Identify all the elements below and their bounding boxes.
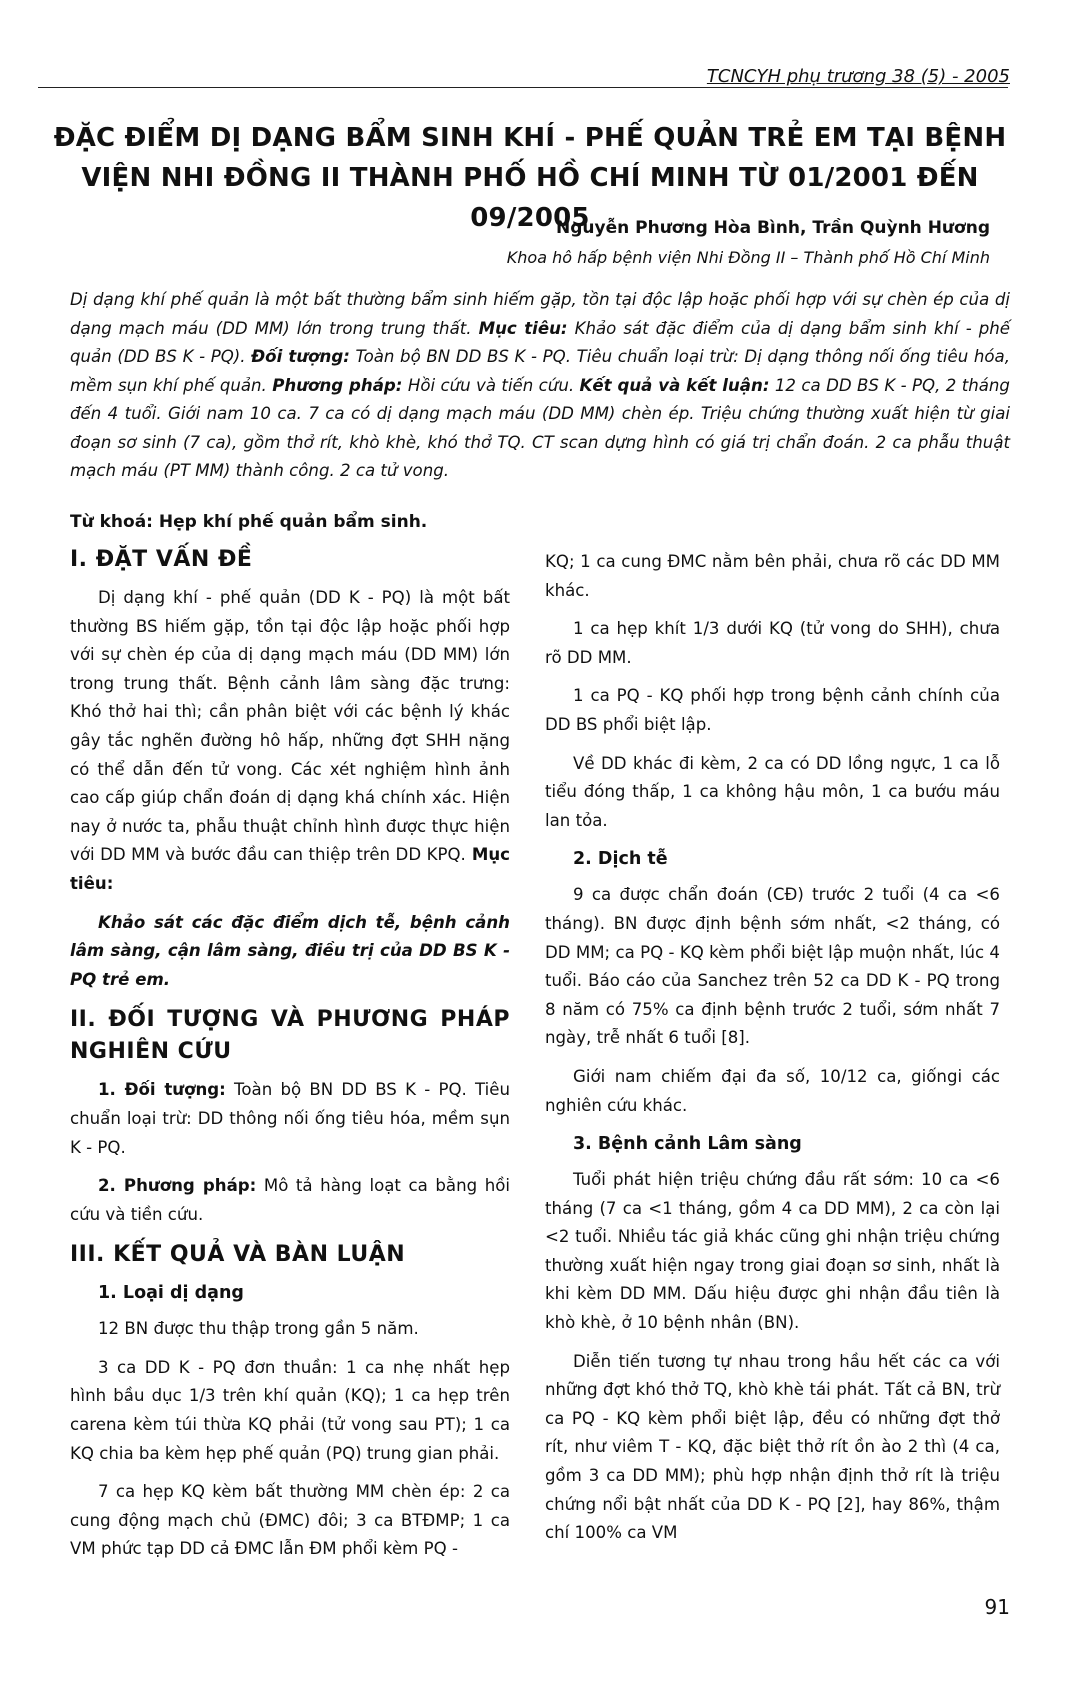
right-paragraph-3: 1 ca PQ - KQ phối hợp trong bệnh cảnh chính của DD BS phổi biệt lập. <box>545 686 1000 734</box>
subheading-types: 1. Loại dị dạng <box>98 1283 244 1304</box>
abstract-result-label: Kết quả và kết luận: <box>579 375 770 395</box>
clinical-paragraph-2: Diễn tiến tương tự nhau trong hầu hết các ca với những đợt khó thở TQ, khò khè tái phát. Tất cả BN, trừ ca PQ - KQ kèm phổi biệt lập, đều có những đợt thở rít, như viêm T - KQ, đặc biệt thở rít ồn ào 2 thì (4 ca, gồm 3 ca DD MM); phù hợp nhận định thở rít là triệu chứng nổi bật nhất của DD K - PQ [2], hay 86%, thậm chí 100% ca VM <box>545 1351 1000 1543</box>
title-line-1: ĐẶC ĐIỂM DỊ DẠNG BẨM SINH KHÍ - PHẾ QUẢN TRẺ EM TẠI BỆNH <box>53 123 1007 153</box>
section-heading-intro: I. ĐẶT VẤN ĐỀ <box>70 547 253 572</box>
section-heading-methods: II. ĐỐI TƯỢNG VÀ PHƯƠNG PHÁP NGHIÊN CỨU <box>70 1007 510 1065</box>
types-paragraph-1: 12 BN được thu thập trong gần 5 năm. <box>98 1319 419 1339</box>
method-label: 2. Phương pháp: <box>98 1176 257 1196</box>
left-column <box>70 540 510 1574</box>
journal-reference: TCNCYH phụ trương 38 (5) - 2005 <box>706 66 1010 87</box>
clinical-paragraph-1: Tuổi phát hiện triệu chứng đầu rất sớm: 10 ca <6 tháng (7 ca <1 tháng, gồm 4 ca DD MM), 2 ca còn lại <2 tuổi. Nhiều tác giả khác cũng ghi nhận triệu chứng thường xuất hiện ngay trong giai đoạn sơ sinh, nhất là khi kèm DD MM. Dấu hiệu được ghi nhận đầu tiên là khò khè, ở 10 bệnh nhân (BN). <box>545 1170 1000 1333</box>
abstract <box>70 286 1010 486</box>
right-column <box>545 548 1000 1558</box>
subheading-epidemiology: 2. Dịch tễ <box>573 849 668 870</box>
keywords: Từ khoá: Hẹp khí phế quản bẩm sinh. <box>70 512 428 532</box>
abstract-intro: Dị dạng khí phế quản là một bất thường bẩm sinh hiếm gặp, tồn tại độc lập hoặc phối hợp với sự chèn ép của dị dạng mạch máu (DD MM) lớn trong trung thất. <box>70 290 1010 338</box>
subheading-clinical: 3. Bệnh cảnh Lâm sàng <box>573 1134 802 1155</box>
page-number: 91 <box>984 1595 1010 1619</box>
abstract-objective-text: Khảo sát đặc điểm của dị dạng bẩm sinh khí - phế quản (DD BS K - PQ). <box>70 318 1011 366</box>
abstract-method-text: Hồi cứu và tiến cứu. <box>402 375 575 395</box>
title-line-2: VIỆN NHI ĐỒNG II THÀNH PHỐ HỒ CHÍ MINH TỪ 01/2001 ĐẾN 09/2005 <box>81 163 979 233</box>
intro-goal-label: Mục tiêu: <box>70 845 510 893</box>
types-paragraph-3: 7 ca hẹp KQ kèm bất thường MM chèn ép: 2 ca cung động mạch chủ (ĐMC) đôi; 3 ca BTĐMP; 1 ca VM phức tạp DD cả ĐMC lẫn ĐM phổi kèm PQ - <box>70 1482 510 1559</box>
abstract-result-text: 12 ca DD BS K - PQ, 2 tháng đến 4 tuổi. Giới nam 10 ca. 7 ca có dị dạng mạch máu (DD MM) chèn ép. Triệu chứng thường xuất hiện từ giai đoạn sơ sinh (7 ca), gồm thở rít, khò khè, khó thở TQ. CT scan dựng hình có giá trị chẩn đoán. 2 ca phẫu thuật mạch máu (PT MM) thành công. 2 ca tử vong. <box>70 375 1010 480</box>
subjects-text: Toàn bộ BN DD BS K - PQ. Tiêu chuẩn loại trừ: DD thông nối ống tiêu hóa, mềm sụn K - PQ. <box>70 1080 510 1157</box>
subjects-paragraph <box>70 1076 510 1162</box>
abstract-objective-label: Mục tiêu: <box>478 318 568 338</box>
types-paragraph-2: 3 ca DD K - PQ đơn thuần: 1 ca nhẹ nhất hẹp hình bầu dục 1/3 trên khí quản (KQ); 1 ca hẹp trên carena kèm túi thừa KQ phải (tử vong sau PT); 1 ca KQ chia ba kèm hẹp phế quản (PQ) trung gian phải. <box>70 1357 510 1463</box>
epi-paragraph-1: 9 ca được chẩn đoán (CĐ) trước 2 tuổi (4 ca <6 tháng). BN được định bệnh sớm nhất, <2 tháng, có DD MM; ca PQ - KQ kèm phổi biệt lập muộn nhất, lúc 4 tuổi. Báo cáo của Sanchez trên 52 ca DD K - PQ trong 8 năm có 75% ca định bệnh trước 2 tuổi, sớm nhất 7 ngày, trễ nhất 6 tuổi [8]. <box>545 885 1000 1048</box>
objective-statement: Khảo sát các đặc điểm dịch tễ, bệnh cảnh lâm sàng, cận lâm sàng, điều trị của DD BS K - PQ trẻ em. <box>70 912 510 989</box>
authors: Nguyễn Phương Hòa Bình, Trần Quỳnh Hương <box>556 218 990 238</box>
epi-paragraph-2: Giới nam chiếm đại đa số, 10/12 ca, giốngi các nghiên cứu khác. <box>545 1066 1000 1115</box>
right-paragraph-2: 1 ca hẹp khít 1/3 dưới KQ (tử vong do SHH), chưa rõ DD MM. <box>545 619 1000 667</box>
method-paragraph <box>70 1172 510 1229</box>
header-rule <box>38 87 1008 88</box>
subjects-label: 1. Đối tượng: <box>98 1080 226 1100</box>
affiliation: Khoa hô hấp bệnh viện Nhi Đồng II – Thành phố Hồ Chí Minh <box>506 248 990 267</box>
intro-text: Dị dạng khí - phế quản (DD K - PQ) là một bất thường BS hiếm gặp, tồn tại độc lập hoặc phối hợp với sự chèn ép của dị dạng mạch máu (DD MM) lớn trong trung thất. Bệnh cảnh lâm sàng đặc trưng: Khó thở hai thì; cần phân biệt với các bệnh lý khác gây tắc nghẽn đường hô hấp, những đợt SHH nặng có thể dẫn đến tử vong. Các xét nghiệm hình ảnh cao cấp giúp chẩn đoán dị dạng khá chính xác. Hiện nay ở nước ta, phẫu thuật chỉnh hình được thực hiện với DD MM và bước đầu can thiệp trên DD KPQ. <box>70 588 510 865</box>
method-text: Mô tả hàng loạt ca bằng hồi cứu và tiền cứu. <box>70 1176 510 1224</box>
intro-paragraph <box>70 584 510 899</box>
section-heading-results: III. KẾT QUẢ VÀ BÀN LUẬN <box>70 1242 406 1268</box>
abstract-subject-label: Đối tượng: <box>251 347 350 366</box>
abstract-subject-text: Toàn bộ BN DD BS K - PQ. Tiêu chuẩn loại trừ: Dị dạng thông nối ống tiêu hóa, mềm sụn khí phế quản. <box>70 347 1010 395</box>
abstract-method-label: Phương pháp: <box>272 375 403 395</box>
right-paragraph-4: Về DD khác đi kèm, 2 ca có DD lồng ngực, 1 ca lỗ tiểu đóng thấp, 1 ca không hậu môn, 1 ca bướu máu lan tỏa. <box>545 753 1000 830</box>
continued-paragraph: KQ; 1 ca cung ĐMC nằm bên phải, chưa rõ các DD MM khác. <box>545 552 1000 600</box>
